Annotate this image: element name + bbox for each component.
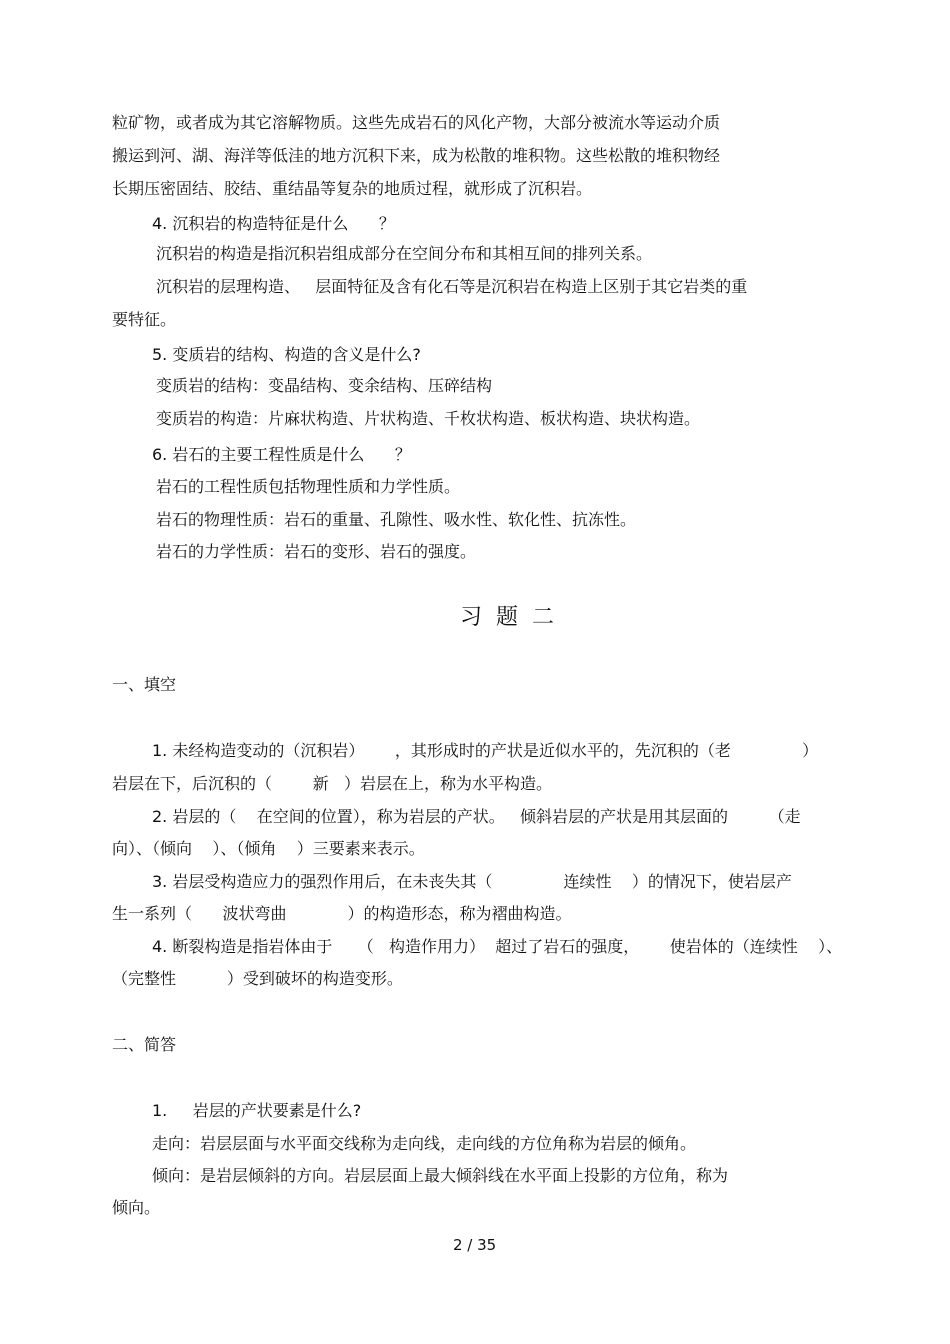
fill-item-line: 2. 岩层的（ 在空间的位置），称为岩层的产状。 倾斜岩层的产状是用其层面的 （走	[152, 807, 801, 826]
question-title: 1. 岩层的产状要素是什么?	[152, 1101, 362, 1120]
question-title: 6. 岩石的主要工程性质是什么 ？	[152, 445, 411, 464]
answer-line: 倾向。	[112, 1198, 161, 1217]
fill-item-line: 生一系列（ 波状弯曲 ）的构造形态，称为褶曲构造。	[112, 904, 572, 923]
section-title: 习题二	[460, 605, 569, 630]
answer-line: 岩石的工程性质包括物理性质和力学性质。	[156, 477, 461, 496]
fill-item-line: 3. 岩层受构造应力的强烈作用后，在未丧失其（ 连续性 ）的情况下，使岩层产	[152, 872, 792, 891]
answer-line: 倾向：是岩层倾斜的方向。岩层层面上最大倾斜线在水平面上投影的方位角，称为	[152, 1166, 729, 1185]
answer-line: 岩石的力学性质：岩石的变形、岩石的强度。	[156, 542, 477, 561]
fill-item-line: 向）、（倾向 ）、（倾角 ）三要素来表示。	[112, 839, 425, 858]
fill-item-line: 1. 未经构造变动的（沉积岩） ，其形成时的产状是近似水平的，先沉积的（老 ）	[152, 741, 819, 760]
answer-line: 沉积岩的构造是指沉积岩组成部分在空间分布和其相互间的排列关系。	[156, 244, 653, 263]
page-number: 2 / 35	[453, 1236, 497, 1254]
fill-item-line: 4. 断裂构造是指岩体由于 （ 构造作用力） 超过了岩石的强度， 使岩体的（连续性 ）、	[152, 937, 843, 956]
answer-line: 沉积岩的层理构造、 层面特征及含有化石等是沉积岩在构造上区别于其它岩类的重	[156, 277, 748, 296]
answer-line: 变质岩的构造：片麻状构造、片状构造、千枚状构造、板状构造、块状构造。	[156, 409, 701, 428]
fill-item-line: 岩层在下，后沉积的（ 新 ）岩层在上，称为水平构造。	[112, 774, 552, 793]
fill-item-line: （完整性 ）受到破坏的构造变形。	[112, 969, 403, 988]
question-title: 5. 变质岩的结构、构造的含义是什么?	[152, 345, 421, 364]
question-title: 4. 沉积岩的构造特征是什么 ？	[152, 214, 395, 233]
answer-line: 变质岩的结构：变晶结构、变余结构、压碎结构	[156, 376, 493, 395]
answer-line: 走向：岩层层面与水平面交线称为走向线，走向线的方位角称为岩层的倾角。	[152, 1134, 697, 1153]
section-heading: 二、简答	[112, 1035, 177, 1054]
answer-line: 要特征。	[112, 310, 177, 329]
paragraph-line: 搬运到河、湖、海洋等低洼的地方沉积下来，成为松散的堆积物。这些松散的堆积物经	[112, 146, 721, 165]
answer-line: 岩石的物理性质：岩石的重量、孔隙性、吸水性、软化性、抗冻性。	[156, 510, 637, 529]
paragraph-line: 粒矿物，或者成为其它溶解物质。这些先成岩石的风化产物，大部分被流水等运动介质	[112, 113, 721, 132]
section-heading: 一、填空	[112, 675, 177, 694]
paragraph-line: 长期压密固结、胶结、重结晶等复杂的地质过程，就形成了沉积岩。	[112, 179, 593, 198]
